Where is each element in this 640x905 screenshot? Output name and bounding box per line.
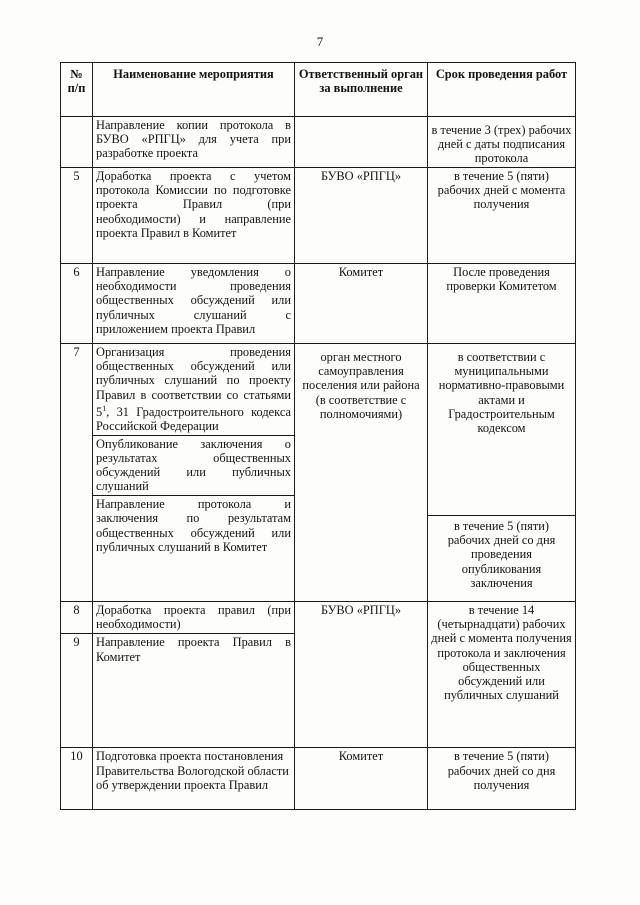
table-header-row: [61, 63, 576, 117]
row-name-protocol: Направление протокола и заключения по результатам общественных обсуждений или публичных слушаний в Комитет: [93, 495, 294, 553]
row-name: Подготовка проекта постановления Правительства Вологодской области об утверждении проекта Правил: [93, 748, 295, 810]
row-name: Доработка проекта правил (при необходимости): [93, 602, 295, 634]
row-num: 8: [61, 602, 93, 634]
row-name-organization: Организация проведения общественных обсуждений или публичных слушаний по проекту Правил в соответствии со статьями $5^1$, 31 Градостроительного кодекса Российской Федерации: [96, 345, 291, 433]
row-term: в течение 14 (четырнадцати) рабочих дней с момента получения протокола и заключения общественных обсуждений или публичных слушаний: [428, 602, 576, 748]
row-name: Доработка проекта с учетом протокола Комиссии по подготовке проекта Правил (при необходимости) и направление проекта Правил в Комитет: [93, 168, 295, 264]
table-row: [61, 117, 576, 168]
header-name: Наименование мероприятия: [93, 63, 295, 117]
header-term: Срок проведения работ: [428, 63, 576, 117]
row-name: [93, 344, 295, 602]
row-num: 10: [61, 748, 93, 810]
article-superscript: 1: [102, 403, 107, 413]
row-responsible: [295, 117, 428, 168]
row-num: 6: [61, 264, 93, 344]
header-responsible: Ответственный орган за выполнение: [295, 63, 428, 117]
row-num: [61, 117, 93, 168]
row-term: После проведения проверки Комитетом: [428, 264, 576, 344]
row-term-regulations: в соответствии с муниципальными нормативно-правовыми актами и Градостроительным кодексом: [428, 344, 575, 516]
table-row: [61, 168, 576, 264]
row-responsible: орган местного самоуправления поселения или района (в соответствие с полномочиями): [295, 344, 428, 602]
table-row: [61, 264, 576, 344]
row-responsible: Комитет: [295, 264, 428, 344]
row-responsible: БУВО «РПГЦ»: [295, 602, 428, 748]
row-responsible: Комитет: [295, 748, 428, 810]
page-number: 7: [316, 34, 324, 49]
row-term: в течение 5 (пяти) рабочих дней с момента получения: [428, 168, 576, 264]
row-name: Направление уведомления о необходимости проведения общественных обсуждений или публичных слушаний с приложением проекта Правил: [93, 264, 295, 344]
row-term: [428, 344, 576, 602]
row-term: в течение 5 (пяти) рабочих дней со дня получения: [428, 748, 576, 810]
table-row: [61, 748, 576, 810]
row-num: 7: [61, 344, 93, 602]
table-row: [61, 344, 576, 602]
row-name: Направление копии протокола в БУВО «РПГЦ» для учета при разработке проекта: [93, 117, 295, 168]
row-name-publication: Опубликование заключения о результатах общественных обсуждений или публичных слушаний: [93, 435, 294, 493]
row-name: Направление проекта Правил в Комитет: [93, 634, 295, 748]
row-num: 5: [61, 168, 93, 264]
header-num: № п/п: [61, 63, 93, 117]
row-term: в течение 3 (трех) рабочих дней с даты подписания протокола: [428, 117, 576, 168]
row-num: 9: [61, 634, 93, 748]
measures-table: [60, 62, 576, 810]
row-responsible: БУВО «РПГЦ»: [295, 168, 428, 264]
row-term-protocol: в течение 5 (пяти) рабочих дней со дня проведения опубликования заключения: [447, 519, 556, 590]
table-row: [61, 602, 576, 634]
